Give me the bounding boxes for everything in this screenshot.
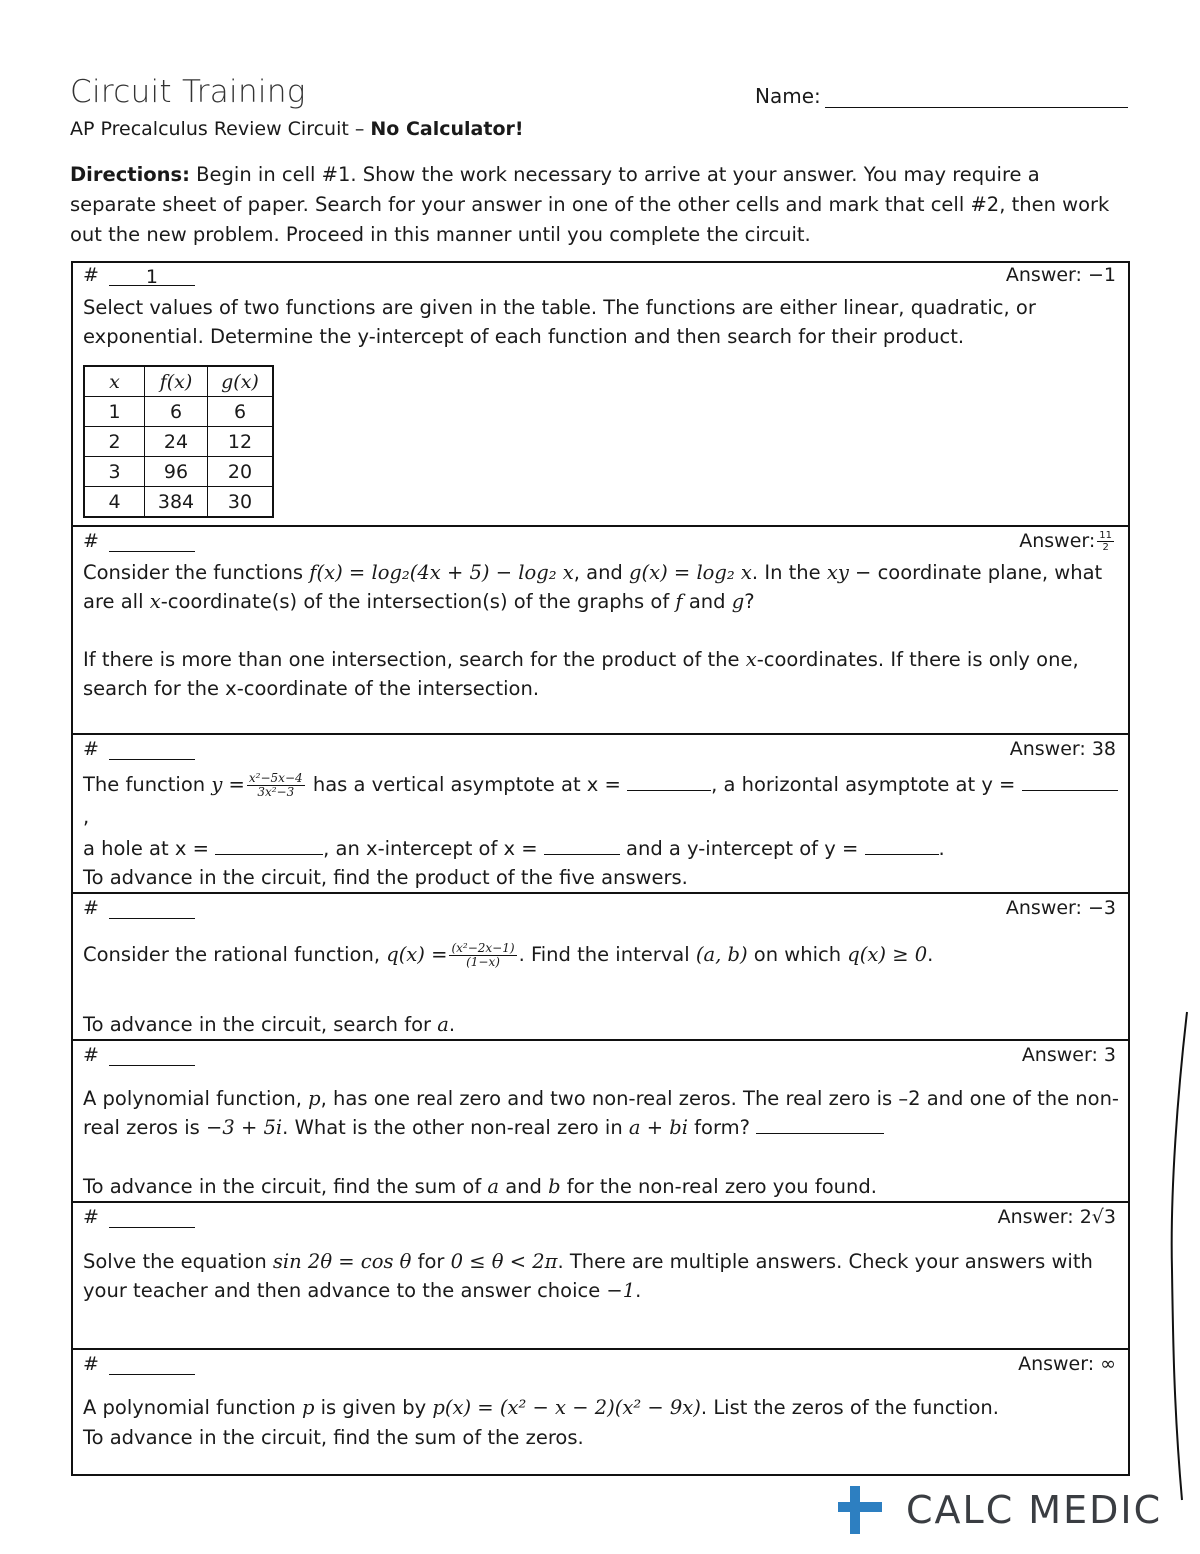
table-cell: 96 — [145, 457, 208, 487]
cell-4 — [71, 892, 1130, 1039]
directions-text: Begin in cell #1. Show the work necessary to arrive at your answer. You may require a separate sheet of paper. Search for your answer in one of the other cells and mark that cell #2, then work out the new problem. Proceed in this manner until you complete the circuit. — [70, 163, 1110, 246]
table-header: x — [84, 366, 145, 397]
values-table — [83, 365, 274, 518]
x-intercept-blank[interactable] — [544, 836, 620, 855]
vertical-asymptote-blank[interactable] — [627, 772, 711, 791]
table-cell: 4 — [84, 487, 145, 518]
cell-number[interactable]: # — [83, 1044, 195, 1066]
cell-2 — [71, 525, 1130, 733]
table-row — [84, 397, 273, 427]
cell-problem: The function y = $\frac{\text{x²−5x−4}}{\text{3x²−3}}$ has a vertical asymptote at x = , a horizontal asymptote at y = , a hole at x = , an x-intercept of x = and a y-intercept of y = . — [83, 769, 1123, 865]
cell-problem: Consider the functions f(x) = log₂(4x + 5) − log₂ x, and g(x) = log₂ x. In the xy − coordinate plane, what are all x-coordinate(s) of the intersection(s) of the graphs of f and g? — [83, 561, 1103, 613]
name-label: Name: — [755, 84, 821, 108]
name-field[interactable] — [755, 84, 1128, 108]
table-cell: 20 — [208, 457, 274, 487]
table-cell: 6 — [145, 397, 208, 427]
cell-answer: Answer: 3 — [1021, 1044, 1116, 1066]
subtitle-text: AP Precalculus Review Circuit – — [70, 118, 371, 140]
cell-number-blank[interactable] — [109, 532, 195, 552]
directions — [70, 160, 1130, 250]
subtitle-bold: No Calculator! — [370, 118, 524, 140]
answer-blank[interactable] — [756, 1115, 884, 1134]
cell-7 — [71, 1348, 1130, 1476]
cell-answer: Answer: ∞ — [1018, 1353, 1116, 1375]
cell-number[interactable]: # — [83, 1206, 195, 1228]
cell-number[interactable]: # — [83, 1353, 195, 1375]
table-cell: 12 — [208, 427, 274, 457]
page-title: Circuit Training — [70, 74, 306, 110]
table-header: f(x) — [145, 366, 208, 397]
cell-1 — [71, 261, 1130, 525]
cell-instruction: To advance in the circuit, find the sum of a and b for the non-real zero you found. — [83, 1175, 877, 1198]
table-cell: 24 — [145, 427, 208, 457]
table-cell: 2 — [84, 427, 145, 457]
cell-6 — [71, 1201, 1130, 1348]
cell-number[interactable]: # — [83, 738, 195, 760]
name-blank[interactable] — [825, 87, 1128, 108]
cell-number[interactable]: # 1 — [83, 264, 195, 286]
table-cell: 6 — [208, 397, 274, 427]
cell-number-blank[interactable]: 1 — [109, 266, 195, 286]
table-cell: 1 — [84, 397, 145, 427]
table-cell: 30 — [208, 487, 274, 518]
table-row — [84, 427, 273, 457]
cell-problem: Select values of two functions are given in the table. The functions are either linear, quadratic, or exponential. Determine the y-intercept of each function and then search for their product. — [83, 296, 1036, 348]
cell-number-blank[interactable] — [109, 740, 195, 760]
cell-answer: Answer: $\frac{11}{2}$ — [1019, 530, 1112, 553]
cell-instruction: To advance in the circuit, find the sum of the zeros. — [83, 1426, 584, 1449]
cell-answer: Answer: 2√3 — [997, 1206, 1116, 1228]
cell-instruction: To advance in the circuit, find the product of the five answers. — [83, 866, 688, 889]
directions-label: Directions: — [70, 163, 190, 186]
cell-instruction: To advance in the circuit, search for a. — [83, 1013, 456, 1036]
rational-fraction: $\frac{\text{(x²−2x−1)}}{(1-x)}$ — [451, 941, 515, 969]
cell-5 — [71, 1039, 1130, 1201]
cell-instruction: If there is more than one intersection, search for the product of the x-coordinates. If there is only one, search for the x-coordinate of the intersection. — [83, 648, 1079, 700]
cell-answer: Answer: −1 — [1005, 264, 1116, 286]
cell-answer: Answer: −3 — [1005, 897, 1116, 919]
cell-problem: Solve the equation sin 2θ = cos θ for 0 ≤ θ < 2π. There are multiple answers. Check your answers with your teacher and then advance to the answer choice −1. — [83, 1250, 1093, 1302]
calc-medic-logo-icon — [836, 1484, 886, 1536]
cell-number[interactable]: # — [83, 530, 195, 552]
cell-number-blank[interactable] — [109, 899, 195, 919]
cell-number-blank[interactable] — [109, 1208, 195, 1228]
rational-fraction: $\frac{\text{x²−5x−4}}{\text{3x²−3}}$ — [248, 771, 303, 799]
table-header: g(x) — [208, 366, 274, 397]
calc-medic-logo-text: CALC MEDIC — [906, 1488, 1163, 1532]
cell-number-blank[interactable] — [109, 1355, 195, 1375]
hole-blank[interactable] — [215, 836, 323, 855]
table-row — [84, 487, 273, 518]
cell-3 — [71, 733, 1130, 892]
cell-problem: A polynomial function p is given by p(x) = (x² − x − 2)(x² − 9x). List the zeros of the function. — [83, 1396, 999, 1419]
table-header-row — [84, 366, 273, 397]
cell-number[interactable]: # — [83, 897, 195, 919]
cell-answer: Answer: 38 — [1009, 738, 1116, 760]
table-row — [84, 457, 273, 487]
cell-number-blank[interactable] — [109, 1046, 195, 1066]
subtitle — [70, 118, 524, 140]
table-cell: 3 — [84, 457, 145, 487]
y-intercept-blank[interactable] — [865, 836, 939, 855]
cell-problem: A polynomial function, p, has one real zero and two non-real zeros. The real zero is –2 and one of the non-real zeros is −3 + 5i. What is the other non-real zero in a + bi form? — [83, 1087, 1119, 1139]
handwritten-bracket — [1160, 1010, 1190, 1510]
answer-fraction: $\frac{11}{2}$ — [1099, 530, 1112, 553]
horizontal-asymptote-blank[interactable] — [1022, 772, 1118, 791]
cell-problem: Consider the rational function, q(x) = $\frac{\text{(x²−2x−1)}}{(1-x)}$ . Find the interval (a, b) on which q(x) ≥ 0. — [83, 941, 934, 969]
table-cell: 384 — [145, 487, 208, 518]
